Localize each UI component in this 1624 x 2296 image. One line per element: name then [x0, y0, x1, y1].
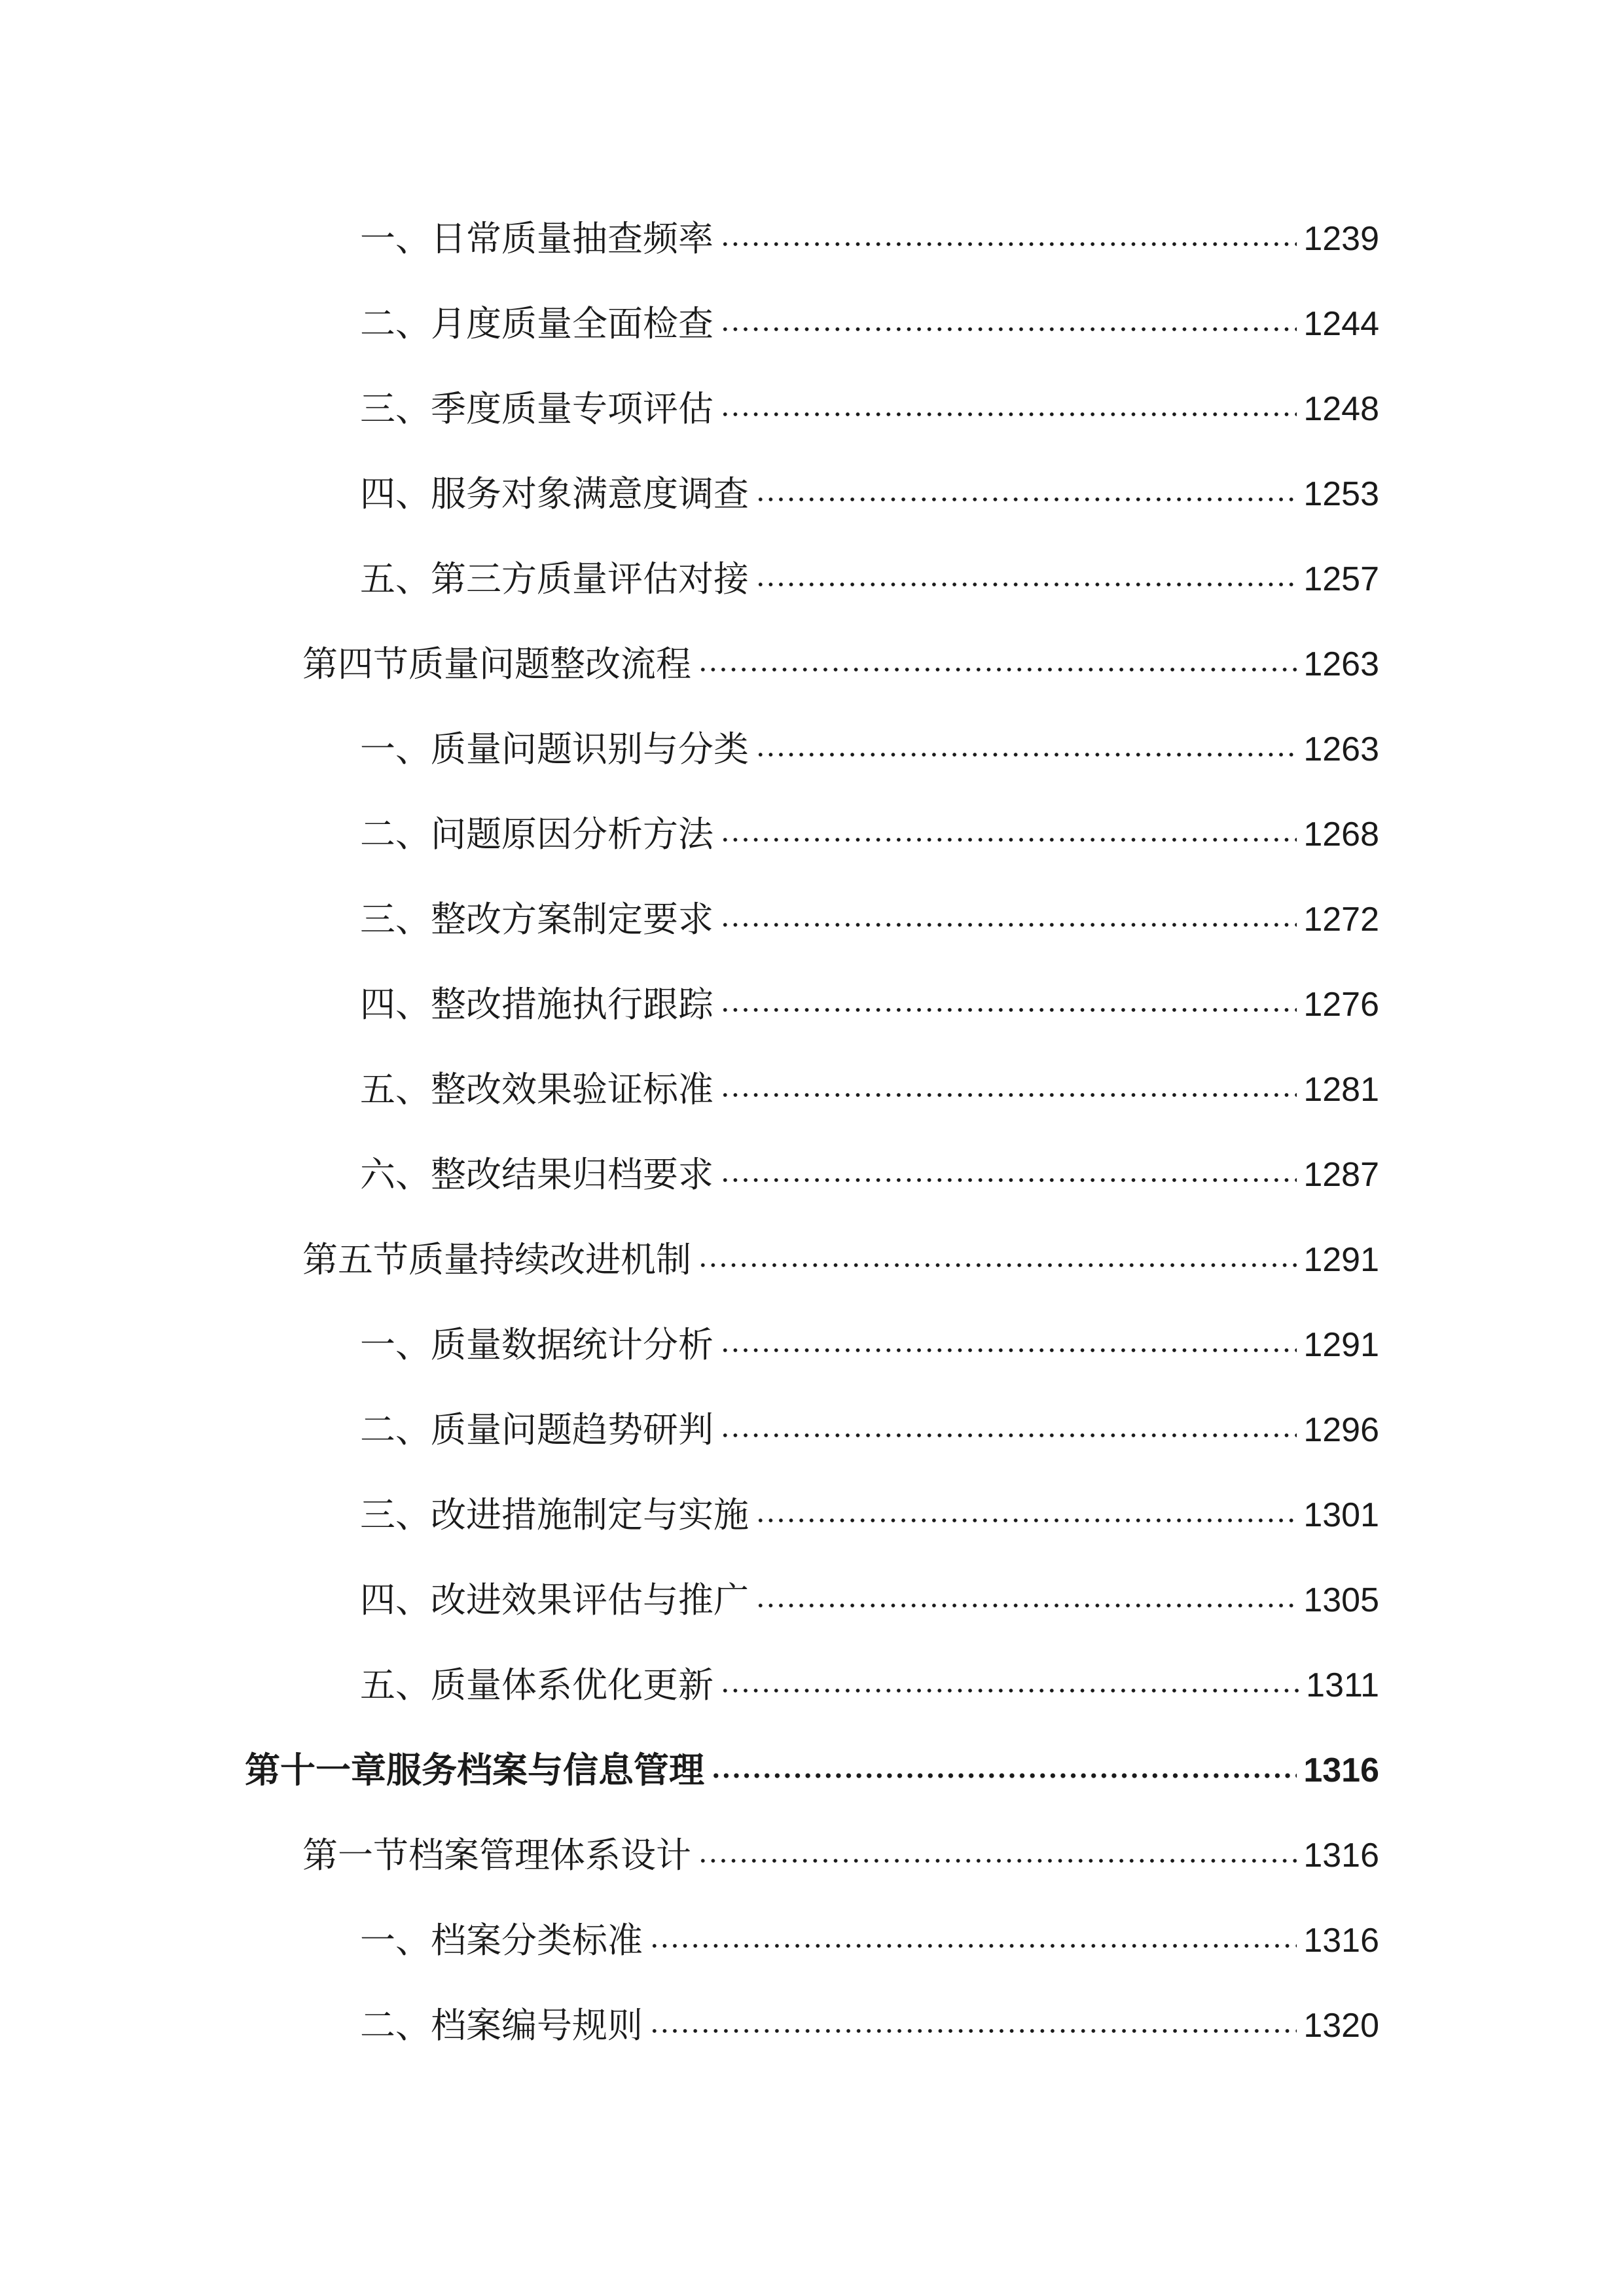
toc-section-entry[interactable]	[302, 638, 1379, 691]
dot-leader	[720, 918, 1297, 931]
toc-entry-page-number: 1272	[1303, 901, 1379, 939]
toc-entry[interactable]	[360, 383, 1379, 435]
dot-leader	[755, 748, 1297, 761]
toc-entry[interactable]	[360, 1404, 1379, 1456]
toc-entry-title: 四、改进效果评估与推广	[360, 1579, 749, 1621]
toc-entry[interactable]	[360, 2000, 1379, 2052]
toc-entry[interactable]	[360, 553, 1379, 605]
dot-leader	[649, 2024, 1297, 2037]
dot-leader	[720, 408, 1297, 421]
toc-entry-page-number: 1244	[1303, 305, 1379, 343]
toc-entry-page-number: 1268	[1303, 816, 1379, 853]
toc-entry-title: 五、整改效果验证标准	[360, 1069, 713, 1110]
toc-entry-title: 三、改进措施制定与实施	[360, 1494, 749, 1535]
dot-leader	[720, 323, 1297, 336]
toc-entry-page-number: 1257	[1303, 560, 1379, 598]
toc-entry[interactable]	[360, 1659, 1379, 1712]
toc-entry[interactable]	[360, 1319, 1379, 1371]
toc-entry-title: 四、整改措施执行跟踪	[360, 984, 713, 1025]
toc-entry-page-number: 1296	[1303, 1411, 1379, 1449]
dot-leader	[698, 663, 1297, 676]
toc-entry-page-number: 1311	[1306, 1666, 1379, 1704]
toc-entry-page-number: 1316	[1303, 1922, 1379, 1960]
toc-entry[interactable]	[360, 808, 1379, 861]
toc-entry-page-number: 1316	[1303, 1837, 1379, 1874]
toc-entry[interactable]	[360, 298, 1379, 350]
toc-entry-page-number: 1320	[1303, 2007, 1379, 2045]
toc-entry-page-number: 1301	[1303, 1496, 1379, 1534]
dot-leader	[720, 1344, 1297, 1357]
toc-entry[interactable]	[360, 893, 1379, 946]
toc-entry-title: 四、服务对象满意度调查	[360, 473, 749, 514]
toc-entry-title: 六、整改结果归档要求	[360, 1154, 713, 1195]
toc-entry-title: 第一节档案管理体系设计	[302, 1835, 691, 1876]
dot-leader	[720, 1684, 1299, 1697]
toc-entry-page-number: 1287	[1303, 1156, 1379, 1194]
toc-entry-page-number: 1239	[1303, 220, 1379, 258]
toc-entry-title: 二、问题原因分析方法	[360, 814, 713, 855]
toc-entry-title: 五、质量体系优化更新	[360, 1664, 713, 1706]
toc-entry-title: 三、整改方案制定要求	[360, 899, 713, 940]
dot-leader	[720, 1174, 1297, 1187]
toc-entry[interactable]	[360, 1149, 1379, 1201]
toc-entry-title: 二、月度质量全面检查	[360, 303, 713, 344]
toc-entry-page-number: 1281	[1303, 1071, 1379, 1109]
dot-leader	[755, 578, 1297, 591]
toc-entry-title: 一、质量数据统计分析	[360, 1324, 713, 1365]
dot-leader	[720, 1088, 1297, 1102]
toc-entry-page-number: 1316	[1303, 1751, 1379, 1789]
toc-entry[interactable]	[360, 1914, 1379, 1967]
dot-leader	[720, 1429, 1297, 1442]
toc-entry-page-number: 1291	[1303, 1326, 1379, 1364]
dot-leader	[711, 1769, 1297, 1782]
toc-entry-title: 二、档案编号规则	[360, 2005, 643, 2046]
toc-entry[interactable]	[360, 978, 1379, 1031]
toc-entry-title: 一、档案分类标准	[360, 1920, 643, 1961]
toc-entry-title: 二、质量问题趋势研判	[360, 1409, 713, 1450]
toc-entry[interactable]	[360, 723, 1379, 776]
dot-leader	[698, 1259, 1297, 1272]
toc-entry[interactable]	[360, 1064, 1379, 1116]
toc-section-entry[interactable]	[302, 1829, 1379, 1882]
toc-entry-page-number: 1263	[1303, 730, 1379, 768]
toc-entry-title: 五、第三方质量评估对接	[360, 558, 749, 600]
toc-entry-page-number: 1248	[1303, 390, 1379, 428]
dot-leader	[720, 1003, 1297, 1016]
toc-section-entry[interactable]	[302, 1234, 1379, 1286]
toc-entry-page-number: 1291	[1303, 1241, 1379, 1279]
dot-leader	[720, 833, 1297, 846]
dot-leader	[755, 1514, 1297, 1527]
toc-entry[interactable]	[360, 468, 1379, 520]
toc-entry-title: 第四节质量问题整改流程	[302, 643, 691, 685]
toc-entry-title: 一、日常质量抽查频率	[360, 218, 713, 259]
toc-entry-page-number: 1263	[1303, 645, 1379, 683]
dot-leader	[698, 1854, 1297, 1867]
dot-leader	[755, 1599, 1297, 1612]
toc-entry-title: 第十一章服务档案与信息管理	[245, 1749, 704, 1791]
toc-entry[interactable]	[360, 213, 1379, 265]
toc-entry-title: 三、季度质量专项评估	[360, 388, 713, 429]
toc-entry[interactable]	[360, 1489, 1379, 1541]
toc-chapter-entry[interactable]	[245, 1744, 1379, 1797]
toc-entry-title: 第五节质量持续改进机制	[302, 1239, 691, 1280]
toc-entry[interactable]	[360, 1574, 1379, 1626]
toc-entry-page-number: 1305	[1303, 1581, 1379, 1619]
dot-leader	[720, 238, 1297, 251]
dot-leader	[755, 493, 1297, 506]
toc-entry-page-number: 1276	[1303, 986, 1379, 1024]
toc-entry-page-number: 1253	[1303, 475, 1379, 513]
toc-entry-title: 一、质量问题识别与分类	[360, 728, 749, 770]
dot-leader	[649, 1939, 1297, 1952]
